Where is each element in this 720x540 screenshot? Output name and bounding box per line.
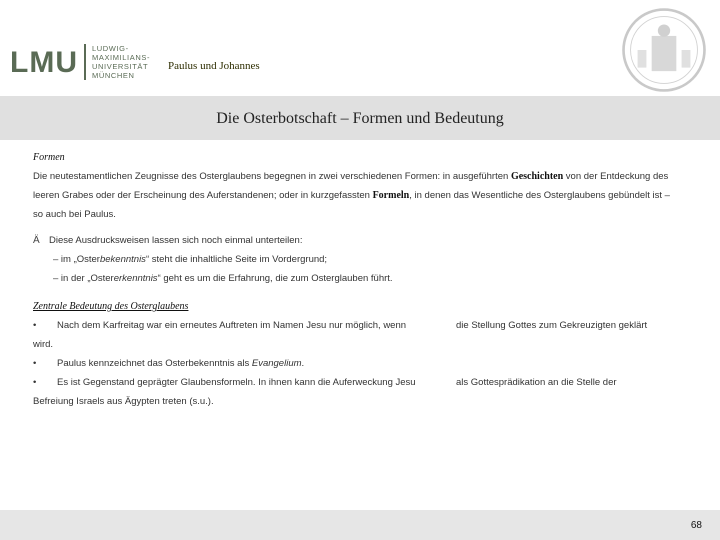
bullet-item-3 xyxy=(33,373,673,392)
page-number: 68 xyxy=(690,520,702,531)
text-run: Die neutestamentlichen Zeugnisse des Osterglaubens begegnen in zwei verschiedenen Formen: in ausgeführten xyxy=(33,171,511,182)
text-run: – in der „Oster xyxy=(53,273,114,284)
logo-line: LUDWIG- xyxy=(92,44,129,53)
arrow-icon: Ä xyxy=(33,235,40,246)
text-run: – im „Oster xyxy=(53,254,100,265)
bullet-text xyxy=(57,354,304,373)
intro-paragraph xyxy=(33,167,673,224)
text-run: Paulus kennzeichnet das Osterbekenntnis als xyxy=(57,358,252,369)
bullet-item-1 xyxy=(33,316,673,335)
text-run: von der Entdeckung des leeren Grabes oder der Erscheinung des Auferstandenen; oder in kurzgefassten xyxy=(33,171,669,201)
slide-body xyxy=(33,148,673,411)
bullet-text: Es ist Gegenstand geprägter Glaubensformeln. In ihnen kann die Auferweckung Jesu xyxy=(57,377,416,388)
header xyxy=(0,0,720,96)
term-erkenntnis: erkenntnis xyxy=(113,273,158,284)
dash-item-bekenntnis xyxy=(33,250,673,269)
section-heading-formen: Formen xyxy=(33,152,65,163)
bullet-text-right: die Stellung Gottes zum Gekreuzigten geklärt xyxy=(456,320,648,331)
text-run: “ steht die inhaltliche Seite im Vordergrund; xyxy=(145,254,328,265)
text-run: , in denen das Wesentliche des Osterglaubens gebündelt ist – so auch bei Paulus. xyxy=(33,190,670,220)
logo-divider xyxy=(84,44,86,80)
subdivision-block xyxy=(33,231,673,288)
logo-line: MAXIMILIANS- xyxy=(92,53,151,62)
term-bekenntnis: bekenntnis xyxy=(99,254,146,265)
term-formeln: Formeln xyxy=(372,190,410,201)
text-run: “ geht es um die Erfahrung, die zum Osterglauben führt. xyxy=(157,273,393,284)
logo-line: MÜNCHEN xyxy=(92,71,135,80)
text-run: . xyxy=(301,358,305,369)
bullet-item-2 xyxy=(33,354,673,373)
bullet-text-right: als Gottesprädikation an die Stelle der xyxy=(456,377,617,388)
section-heading-bedeutung: Zentrale Bedeutung des Osterglaubens xyxy=(33,301,189,312)
dash-item-erkenntnis xyxy=(33,269,673,288)
lmu-logo xyxy=(10,34,160,84)
logo-wordmark: LMU xyxy=(10,46,78,79)
bullet-item-3-continuation: Befreiung Israels aus Ägypten treten (s.u.). xyxy=(33,396,214,407)
slide-title: Die Osterbotschaft – Formen und Bedeutung xyxy=(216,110,504,127)
arrow-text: Diese Ausdrucksweisen lassen sich noch einmal unterteilen: xyxy=(49,235,303,246)
bullet-text: Nach dem Karfreitag war ein erneutes Auftreten im Namen Jesu nur möglich, wenn xyxy=(57,320,407,331)
arrow-item xyxy=(33,231,673,250)
logo-university-name xyxy=(92,44,150,80)
university-seal-icon xyxy=(620,6,708,94)
bullet-icon: • xyxy=(33,358,37,369)
bullet-icon: • xyxy=(33,320,37,331)
logo-line: UNIVERSITÄT xyxy=(92,62,149,71)
bullet-item-1-continuation: wird. xyxy=(33,339,54,350)
term-geschichten: Geschichten xyxy=(510,171,564,182)
footer xyxy=(0,510,720,540)
term-evangelium: Evangelium xyxy=(251,358,302,369)
header-title: Paulus und Johannes xyxy=(168,60,260,72)
bullet-icon: • xyxy=(33,377,37,388)
